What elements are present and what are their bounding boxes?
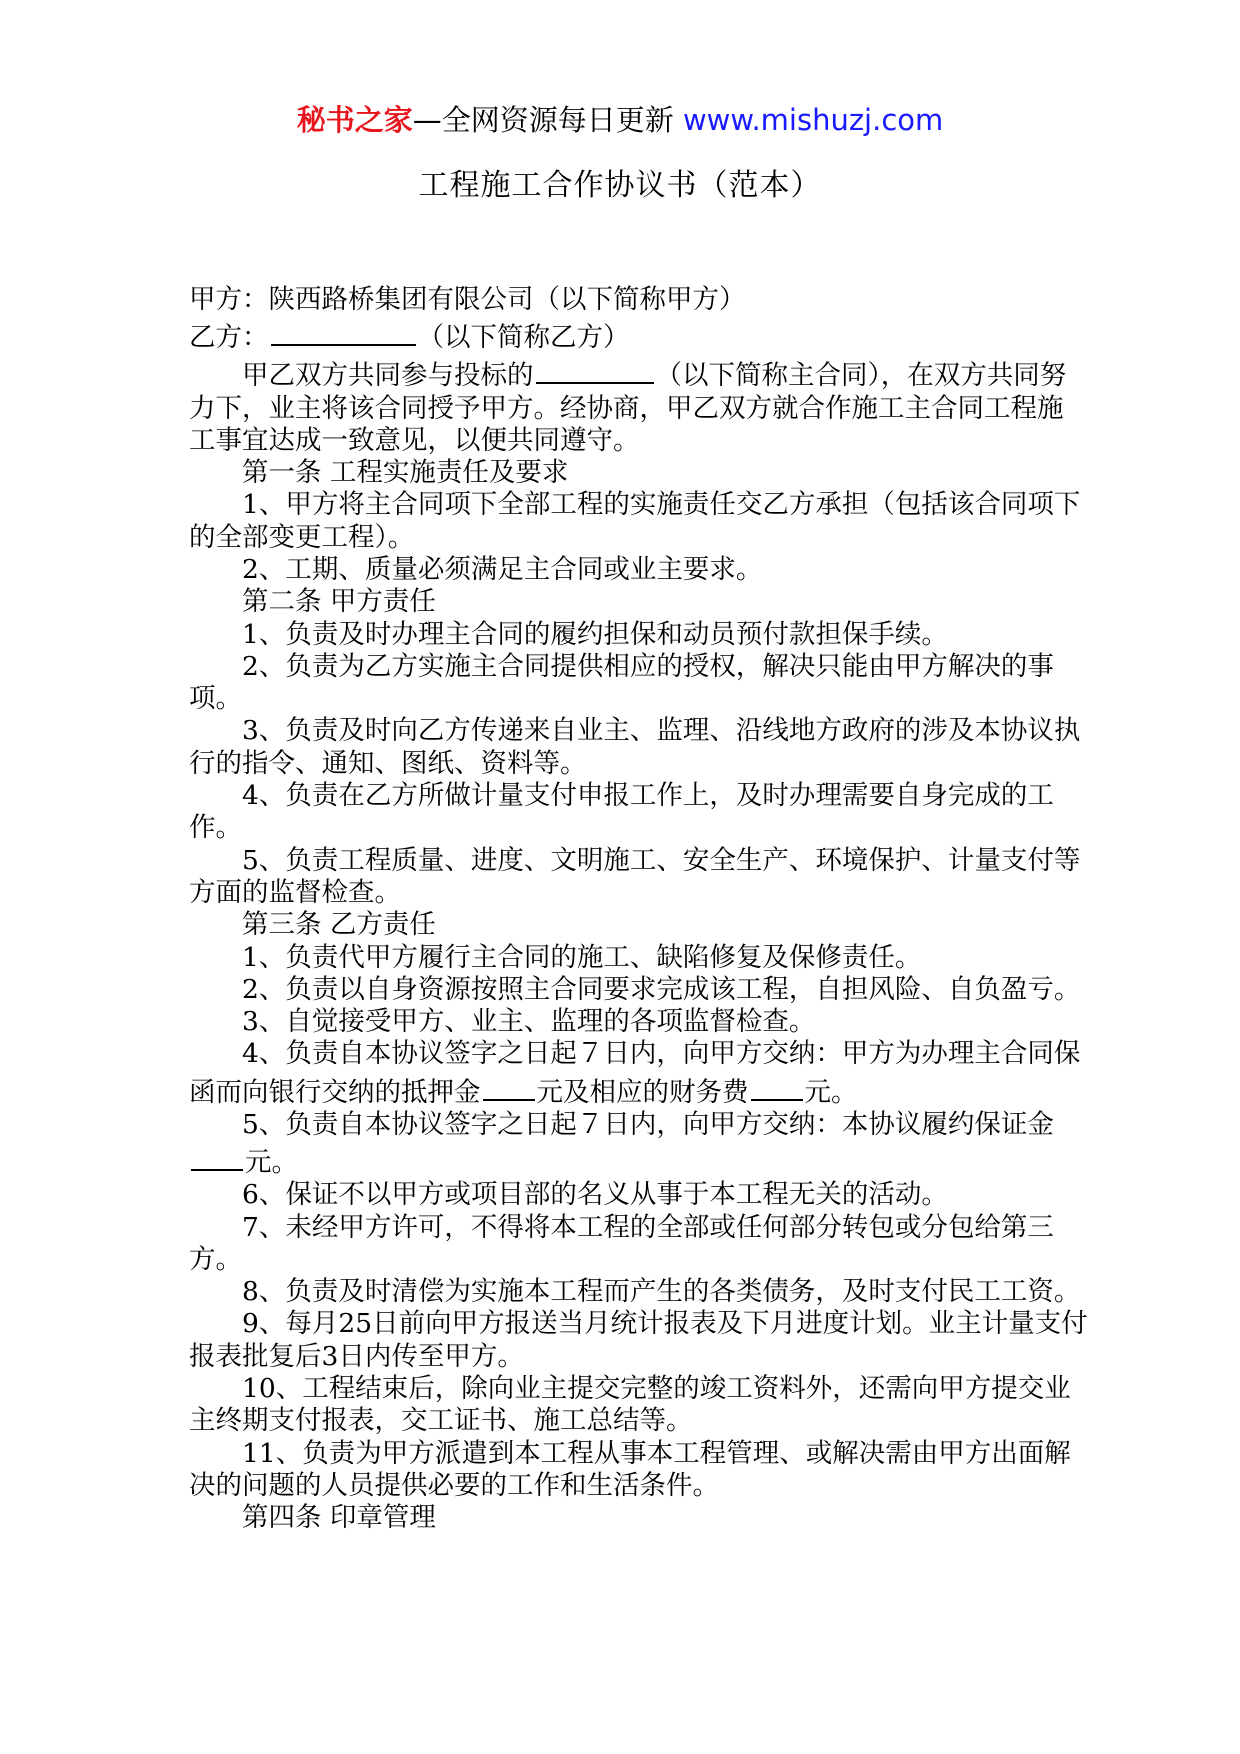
party-b-prefix: 乙方：	[189, 322, 269, 354]
item-5-text-a: 5、负责自本协议签字之日起７日内，向甲方交纳：本协议履约保证金	[242, 1108, 1054, 1140]
article-1-item: 2、工期、质量必须满足主合同或业主要求。	[242, 554, 763, 585]
finance-fee-blank	[751, 1071, 803, 1101]
party-b-blank	[271, 316, 416, 346]
party-b-suffix: （以下简称乙方）	[417, 322, 630, 354]
article-3-item: 9、每月25日前向甲方报送当月统计报表及下月进度计划。业主计量支付报表批复后3日内传至甲方。	[189, 1308, 1088, 1372]
article-2-item: 4、负责在乙方所做计量支付申报工作上，及时办理需要自身完成的工作。	[189, 780, 1054, 844]
deposit-amount-blank	[483, 1071, 535, 1101]
party-a-line: 甲方：陕西路桥集团有限公司（以下简称甲方）	[189, 284, 746, 315]
site-url-link[interactable]: www.mishuzj.com	[682, 103, 944, 137]
document-title: 工程施工合作协议书（范本）	[418, 168, 822, 203]
article-2-title: 第二条 甲方责任	[242, 586, 436, 618]
intro-prefix: 甲乙双方共同参与投标的	[242, 360, 534, 392]
intro-paragraph	[189, 354, 1089, 457]
article-3-item: 2、负责以自身资源按照主合同要求完成该工程，自担风险、自负盈亏。	[242, 973, 1081, 1005]
article-2-item: 5、负责工程质量、进度、文明施工、安全生产、环境保护、计量支付等方面的监督检查。	[189, 844, 1081, 908]
article-2-item: 3、负责及时向乙方传递来自业主、监理、沿线地方政府的涉及本协议执行的指令、通知、图纸、资料等。	[189, 715, 1081, 779]
brand-name: 秘书之家	[296, 103, 413, 137]
article-3-item-5	[189, 1109, 1089, 1179]
article-3-item: 11、负责为甲方派遣到本工程从事本工程管理、或解决需由甲方出面解决的问题的人员提供必要的工作和生活条件。	[189, 1437, 1071, 1501]
item-4-text-a: 4、负责自本协议签字之日起７日内，向甲方交纳：甲方为办理主合同保函而向银行交纳的抵押金	[189, 1038, 1081, 1108]
article-4-title: 第四条 印章管理	[242, 1502, 436, 1534]
article-2-item: 2、负责为乙方实施主合同提供相应的授权，解决只能由甲方解决的事项。	[189, 650, 1054, 715]
item-4-text-b: 元及相应的财务费	[536, 1076, 749, 1108]
article-3-title: 第三条 乙方责任	[242, 909, 436, 941]
article-2-item: 1、负责及时办理主合同的履约担保和动员预付款担保手续。	[242, 618, 948, 650]
article-3-item: 7、未经甲方许可，不得将本工程的全部或任何部分转包或分包给第三方。	[189, 1211, 1054, 1275]
article-3-item: 6、保证不以甲方或项目部的名义从事于本工程无关的活动。	[242, 1179, 948, 1211]
agreement-body	[189, 284, 1089, 1535]
item-5-text-b: 元。	[245, 1146, 298, 1178]
article-1-item: 1、甲方将主合同项下全部工程的实施责任交乙方承担（包括该合同项下的全部变更工程）。	[189, 489, 1081, 553]
article-3-item-4	[189, 1038, 1089, 1108]
intro-suffix: （以下简称主合同），在双方共同努力下，业主将该合同授予甲方。经协商，甲乙双方就合作施工主合同工程施工事宜达成一致意见，以便共同遵守。	[189, 360, 1067, 456]
article-3-item: 8、负责及时清偿为实施本工程而产生的各类债务，及时支付民工工资。	[242, 1276, 1081, 1308]
site-header	[0, 100, 1240, 140]
article-1-title: 第一条 工程实施责任及要求	[242, 457, 569, 489]
party-b-line	[189, 316, 1089, 354]
header-slogan: —全网资源每日更新	[412, 103, 674, 137]
item-4-text-c: 元。	[804, 1076, 858, 1108]
article-3-item: 10、工程结束后，除向业主提交完整的竣工资料外，还需向甲方提交业主终期支付报表，交工证书、施工总结等。	[189, 1373, 1071, 1437]
article-3-item: 3、自觉接受甲方、业主、监理的各项监督检查。	[242, 1006, 816, 1038]
project-name-blank	[536, 354, 654, 384]
article-3-item: 1、负责代甲方履行主合同的施工、缺陷修复及保修责任。	[242, 941, 922, 973]
performance-bond-blank	[191, 1141, 243, 1171]
